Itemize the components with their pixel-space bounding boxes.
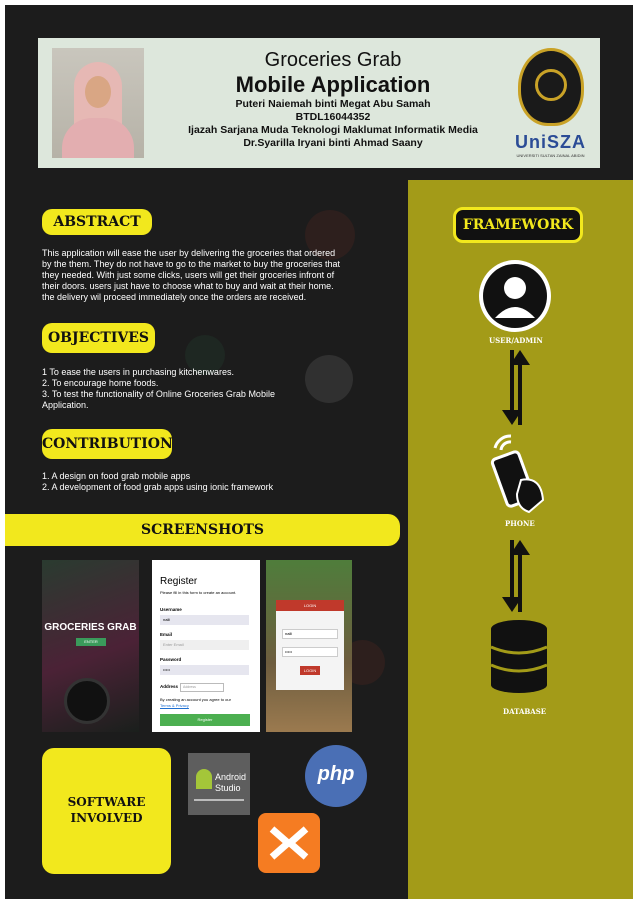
header-text xyxy=(158,44,508,150)
email-field[interactable]: Enter Email xyxy=(160,640,249,650)
dish-image xyxy=(64,678,110,724)
email-label: Email xyxy=(160,632,173,637)
objectives-list xyxy=(42,367,282,411)
username-field[interactable]: naili xyxy=(160,615,249,625)
login-username-field[interactable]: naili xyxy=(282,629,338,639)
password-label: Password xyxy=(160,657,182,662)
splash-screenshot xyxy=(42,560,139,732)
android-studio-logo xyxy=(188,753,250,815)
contribution-list xyxy=(42,471,342,493)
student-id: BTDL16044352 xyxy=(295,111,371,123)
register-screenshot xyxy=(152,560,260,732)
login-header: LOGIN xyxy=(276,600,344,611)
login-screenshot xyxy=(266,560,352,732)
contribution-item: 2. A development of food grab apps using ionic framework xyxy=(42,482,274,492)
sync-arrows-icon xyxy=(500,540,532,612)
splash-title: GROCERIES GRAB xyxy=(44,622,137,633)
software-heading xyxy=(42,794,171,826)
software-heading-line2: INVOLVED xyxy=(70,811,143,825)
php-label: php xyxy=(317,763,355,785)
register-title: Register xyxy=(160,576,198,587)
abstract-heading xyxy=(42,209,152,235)
user-silhouette-icon xyxy=(479,260,551,332)
login-button[interactable]: LOGIN xyxy=(300,666,320,675)
software-heading-line1: SOFTWARE xyxy=(67,795,146,809)
abstract-body: This application will ease the user by delivering the groceries that ordered by the them. They do not have to go to the market to buy the groceries that they needed. With just some clicks, users will get their groceries infront of their doors. users just have to choose what to buy and wait at their home. the delivery wil proceed immediately once the orders are received. xyxy=(42,248,341,302)
objectives-heading-text: OBJECTIVES xyxy=(47,330,150,346)
login-card xyxy=(276,600,344,690)
poster xyxy=(5,5,633,899)
user-admin-icon xyxy=(479,260,551,332)
user-admin-label: USER/ADMIN xyxy=(489,336,543,345)
crest-icon xyxy=(518,48,584,126)
login-password-field[interactable]: ••••• xyxy=(282,647,338,657)
software-involved-box xyxy=(42,748,171,874)
screenshots-heading-text: SCREENSHOTS xyxy=(140,522,265,538)
objectives-heading xyxy=(42,323,155,353)
contribution-heading xyxy=(42,429,172,459)
database-label: DATABASE xyxy=(503,707,547,716)
xampp-icon xyxy=(258,813,320,873)
terms-text: By creating an account you agree to our xyxy=(160,697,231,702)
objective-item: 2. To encourage home foods. xyxy=(42,378,159,388)
phone-icon xyxy=(483,430,551,515)
address-field[interactable]: Address xyxy=(180,683,224,692)
password-field[interactable]: ••••• xyxy=(160,665,249,675)
framework-heading: FRAMEWORK xyxy=(453,207,583,243)
decor-cauliflower-icon xyxy=(305,355,353,403)
programme-name: Ijazah Sarjana Muda Teknologi Maklumat Informatik Media xyxy=(188,124,478,136)
phone-label: PHONE xyxy=(505,519,535,528)
objective-item: 3. To test the functionality of Online Groceries Grab Mobile Application. xyxy=(42,389,275,410)
contribution-item: 1. A design on food grab mobile apps xyxy=(42,471,191,481)
poster-subtitle: Mobile Application xyxy=(235,72,431,97)
android-studio-line2: Studio xyxy=(215,783,241,793)
splash-enter-button[interactable]: ENTER xyxy=(76,638,106,646)
screenshots-heading xyxy=(5,514,400,546)
database-icon xyxy=(489,619,549,693)
terms-link[interactable]: Terms & Privacy xyxy=(160,703,189,708)
username-label: Username xyxy=(160,607,182,612)
supervisor-name: Dr.Syarilla Iryani binti Ahmad Saany xyxy=(243,137,423,149)
abstract-heading-text: ABSTRACT xyxy=(53,214,141,230)
poster-header xyxy=(38,38,600,168)
register-hint: Please fill in this form to create an account. xyxy=(160,590,237,595)
author-name: Puteri Naiemah binti Megat Abu Samah xyxy=(235,98,431,110)
xampp-glyph xyxy=(258,813,320,873)
php-logo xyxy=(305,745,367,807)
address-label: Address xyxy=(160,684,179,689)
android-studio-line1: Android xyxy=(215,772,247,782)
author-photo xyxy=(52,48,144,158)
register-button[interactable]: Register xyxy=(160,714,250,726)
logo-text: UniSZA xyxy=(515,132,586,152)
objective-item: 1 To ease the users in purchasing kitchenwares. xyxy=(42,367,234,377)
sync-arrows-icon xyxy=(500,350,532,425)
logo-subtext: UNIVERSITI SULTAN ZAINAL ABIDIN xyxy=(516,153,585,158)
university-logo xyxy=(508,48,593,158)
poster-title: Groceries Grab xyxy=(264,49,402,71)
contribution-heading-text: CONTRIBUTION xyxy=(42,436,173,452)
